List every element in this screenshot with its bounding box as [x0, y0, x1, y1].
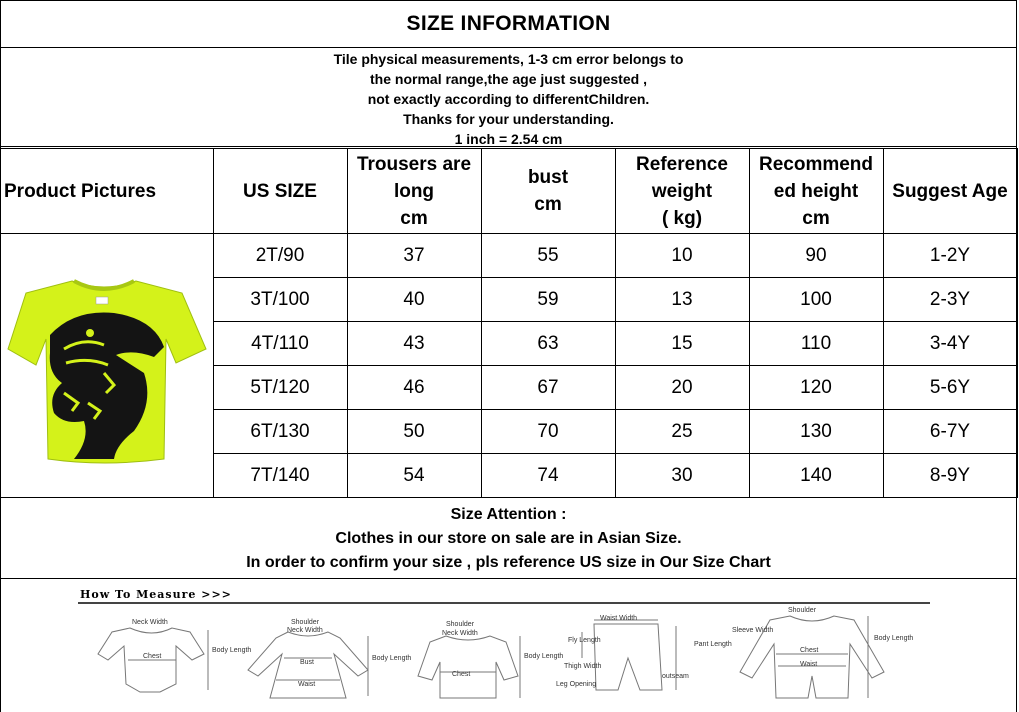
cell-trousers: 37	[347, 234, 481, 278]
cell-us-size: 4T/110	[213, 322, 347, 366]
cell-age: 2-3Y	[883, 278, 1017, 322]
label-chest-3: Chest	[800, 647, 819, 654]
cell-bust: 55	[481, 234, 615, 278]
romper-diagram	[98, 628, 208, 692]
label-pant-length: Pant Length	[694, 641, 732, 648]
header-weight-line: Reference	[636, 153, 728, 175]
header-us-size: US SIZE	[213, 149, 347, 234]
cell-trousers: 46	[347, 366, 481, 410]
attention-heading: Size Attention :	[450, 506, 567, 523]
intro-line: the normal range,the age just suggested ,	[370, 71, 647, 87]
size-table	[0, 148, 1018, 498]
cell-us-size: 7T/140	[213, 454, 347, 498]
label-fly-length: Fly Length	[568, 637, 601, 644]
cell-height: 140	[749, 454, 883, 498]
label-waist-2: Waist	[800, 661, 818, 668]
cell-weight: 10	[615, 234, 749, 278]
cell-us-size: 2T/90	[213, 234, 347, 278]
size-attention	[0, 496, 1017, 579]
header-height-line: ed height	[773, 180, 859, 202]
table-header-row	[0, 149, 1017, 234]
cell-us-size: 5T/120	[213, 366, 347, 410]
cell-bust: 67	[481, 366, 615, 410]
cell-us-size: 6T/130	[213, 410, 347, 454]
label-shoulder: Shoulder	[291, 619, 320, 626]
cell-age: 6-7Y	[883, 410, 1017, 454]
header-bust	[481, 149, 615, 234]
table-row	[0, 234, 1017, 278]
label-thigh-width: Thigh Width	[564, 663, 602, 670]
attention-line: Clothes in our store on sale are in Asian Size.	[335, 530, 682, 547]
cell-height: 130	[749, 410, 883, 454]
header-height-line: Recommend	[758, 153, 874, 175]
header-height-line: cm	[802, 207, 830, 229]
cell-weight: 25	[615, 410, 749, 454]
label-waist: Waist	[298, 681, 316, 688]
label-shoulder-2: Shoulder	[446, 621, 475, 628]
header-trousers	[347, 149, 481, 234]
cell-bust: 74	[481, 454, 615, 498]
cell-height: 100	[749, 278, 883, 322]
intro-line: 1 inch = 2.54 cm	[454, 131, 563, 147]
label-waist-width: Waist Width	[600, 615, 638, 622]
cell-age: 5-6Y	[883, 366, 1017, 410]
cell-bust: 70	[481, 410, 615, 454]
tshirt-image	[4, 253, 209, 473]
cell-weight: 30	[615, 454, 749, 498]
label-shoulder-3: Shoulder	[788, 607, 817, 614]
header-trousers-line: long	[393, 180, 435, 202]
cell-age: 8-9Y	[883, 454, 1017, 498]
intro-line: Thanks for your understanding.	[403, 111, 614, 127]
cell-age: 3-4Y	[883, 322, 1017, 366]
label-neck-width-3: Neck Width	[442, 630, 478, 637]
header-trousers-line: Trousers are	[356, 153, 472, 175]
attention-line: In order to confirm your size , pls reference US size in Our Size Chart	[246, 554, 771, 571]
cell-trousers: 50	[347, 410, 481, 454]
cell-height: 90	[749, 234, 883, 278]
header-weight-line: weight	[651, 180, 713, 202]
cell-us-size: 3T/100	[213, 278, 347, 322]
cell-weight: 15	[615, 322, 749, 366]
label-neck-width-2: Neck Width	[287, 627, 323, 634]
label-leg-opening: Leg Opening	[556, 681, 597, 688]
intro-line: Tile physical measurements, 1-3 cm error belongs to	[333, 51, 684, 67]
label-bust: Bust	[300, 659, 315, 666]
cell-age: 1-2Y	[883, 234, 1017, 278]
product-picture-cell	[0, 234, 213, 498]
page-title: SIZE INFORMATION	[0, 0, 1017, 48]
label-chest-2: Chest	[452, 671, 471, 678]
cell-trousers: 54	[347, 454, 481, 498]
header-bust-line: cm	[534, 194, 562, 215]
how-to-measure-section	[0, 580, 1017, 712]
cell-bust: 59	[481, 278, 615, 322]
how-to-measure-title: How To Measure >>>	[80, 588, 232, 601]
cell-trousers: 43	[347, 322, 481, 366]
label-chest: Chest	[143, 653, 162, 660]
cell-weight: 13	[615, 278, 749, 322]
label-body-length: Body Length	[212, 647, 252, 654]
intro-line: not exactly according to differentChildren.	[367, 91, 650, 107]
header-weight-line: ( kg)	[661, 207, 703, 229]
measure-diagrams	[0, 580, 1017, 712]
intro-note	[0, 48, 1017, 147]
label-body-length-2: Body Length	[372, 655, 412, 662]
label-sleeve-width: Sleeve Width	[732, 627, 774, 634]
label-outseam: outseam	[662, 673, 689, 680]
cell-trousers: 40	[347, 278, 481, 322]
header-bust-line: bust	[527, 167, 569, 188]
header-product-pictures: Product Pictures	[0, 149, 213, 234]
cell-height: 120	[749, 366, 883, 410]
header-suggest-age: Suggest Age	[883, 149, 1017, 234]
header-weight	[615, 149, 749, 234]
cell-height: 110	[749, 322, 883, 366]
label-body-length-3: Body Length	[524, 653, 564, 660]
header-height	[749, 149, 883, 234]
label-body-length-4: Body Length	[874, 635, 914, 642]
cell-weight: 20	[615, 366, 749, 410]
label-neck-width: Neck Width	[132, 619, 168, 626]
cell-bust: 63	[481, 322, 615, 366]
header-trousers-line: cm	[400, 207, 428, 229]
tshirt-diagram	[418, 636, 520, 698]
